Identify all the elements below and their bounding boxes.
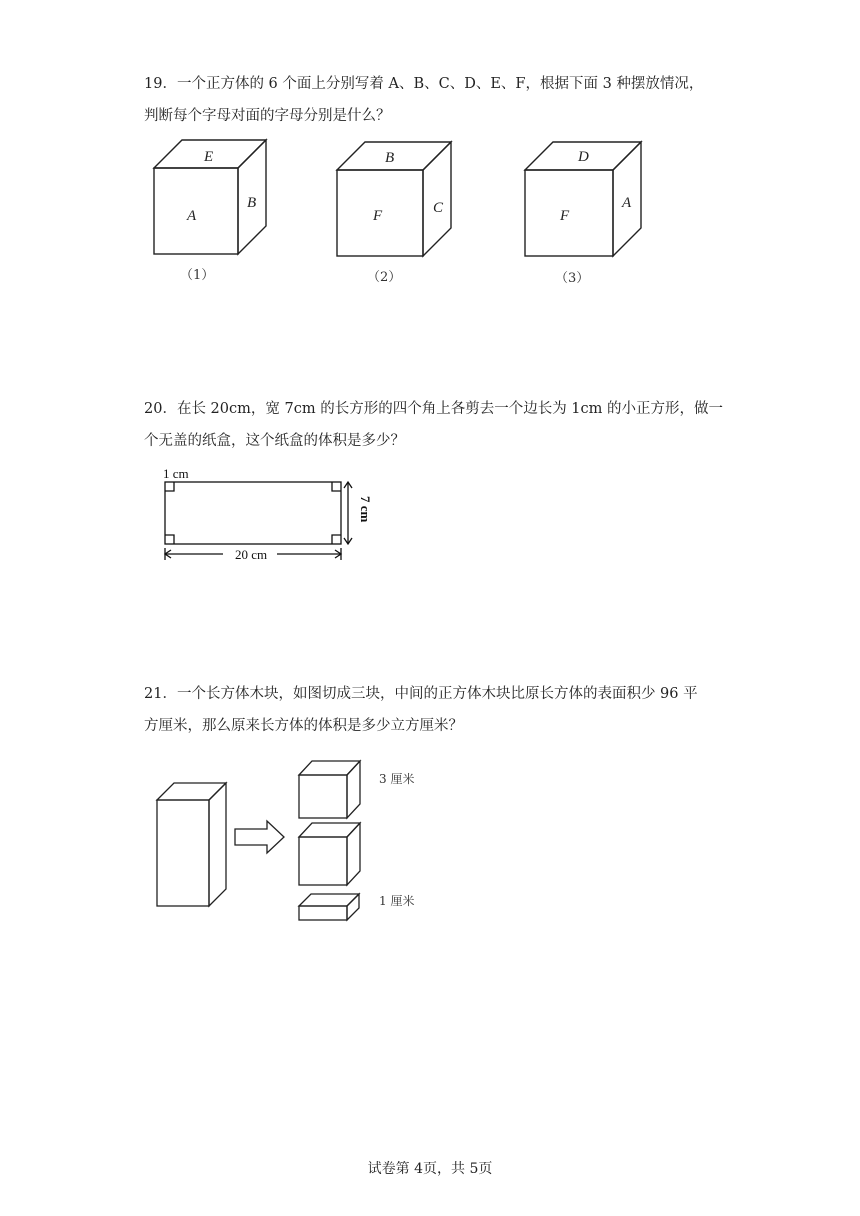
question-21-line-1: 21．一个长方体木块，如图切成三块，中间的正方体木块比原长方体的表面积少 96 平 bbox=[144, 686, 698, 702]
cube-1-caption: （1） bbox=[180, 268, 215, 283]
width-label: 7 cm bbox=[358, 496, 373, 523]
question-19-line-1: 19．一个正方体的 6 个面上分别写着 A、B、C、D、E、F，根据下面 3 种摆放情况， bbox=[144, 76, 704, 92]
question-19 bbox=[144, 68, 724, 132]
question-19-line-2: 判断每个字母对面的字母分别是什么？ bbox=[144, 108, 391, 124]
cube-3-front-letter: F bbox=[560, 208, 570, 224]
cube-figure-1 bbox=[140, 135, 280, 285]
cube-2-top-letter: B bbox=[385, 150, 395, 166]
cube-1-front-letter: A bbox=[187, 208, 197, 224]
question-20 bbox=[144, 393, 724, 457]
cube-3-top-letter: D bbox=[578, 149, 589, 165]
page-footer: 试卷第 4页，共 5页 bbox=[367, 1161, 493, 1177]
corner-square-top-right bbox=[332, 482, 341, 491]
cube-2-side-letter: C bbox=[433, 200, 444, 216]
length-label: 20 cm bbox=[235, 547, 268, 562]
cube-3-side-letter: A bbox=[622, 195, 632, 211]
cube-2-front-letter: F bbox=[373, 208, 383, 224]
corner-square-top-left bbox=[165, 482, 174, 491]
bottom-block-height-label: 1 厘米 bbox=[379, 894, 415, 908]
top-block-height-label: 3 厘米 bbox=[379, 772, 415, 786]
middle-cube bbox=[299, 823, 360, 885]
corner-square-bottom-left bbox=[165, 535, 174, 544]
cube-2-side-face bbox=[423, 142, 451, 256]
cube-1-side-letter: B bbox=[247, 195, 257, 211]
cube-2-caption: （2） bbox=[367, 270, 402, 285]
question-20-line-1: 20．在长 20cm，宽 7cm 的长方形的四个角上各剪去一个边长为 1cm 的小正方形，做一 bbox=[144, 401, 724, 417]
corner-size-label: 1 cm bbox=[163, 466, 189, 481]
question-21 bbox=[144, 678, 724, 742]
corner-square-bottom-right bbox=[332, 535, 341, 544]
cuboid-cut-figure bbox=[150, 755, 450, 935]
paper-rectangle bbox=[165, 482, 341, 544]
question-20-line-2: 个无盖的纸盒，这个纸盒的体积是多少？ bbox=[144, 433, 405, 449]
rectangle-figure bbox=[155, 462, 375, 562]
cube-figure-2 bbox=[323, 135, 463, 285]
cube-figure-3 bbox=[511, 135, 651, 285]
cube-3-caption: （3） bbox=[555, 271, 590, 286]
question-21-line-2: 方厘米，那么原来长方体的体积是多少立方厘米？ bbox=[144, 718, 463, 734]
right-arrow-icon bbox=[235, 821, 284, 853]
original-cuboid bbox=[157, 783, 226, 906]
bottom-slab bbox=[299, 894, 359, 920]
cube-1-top-letter: E bbox=[204, 149, 214, 165]
top-cube bbox=[299, 761, 360, 818]
